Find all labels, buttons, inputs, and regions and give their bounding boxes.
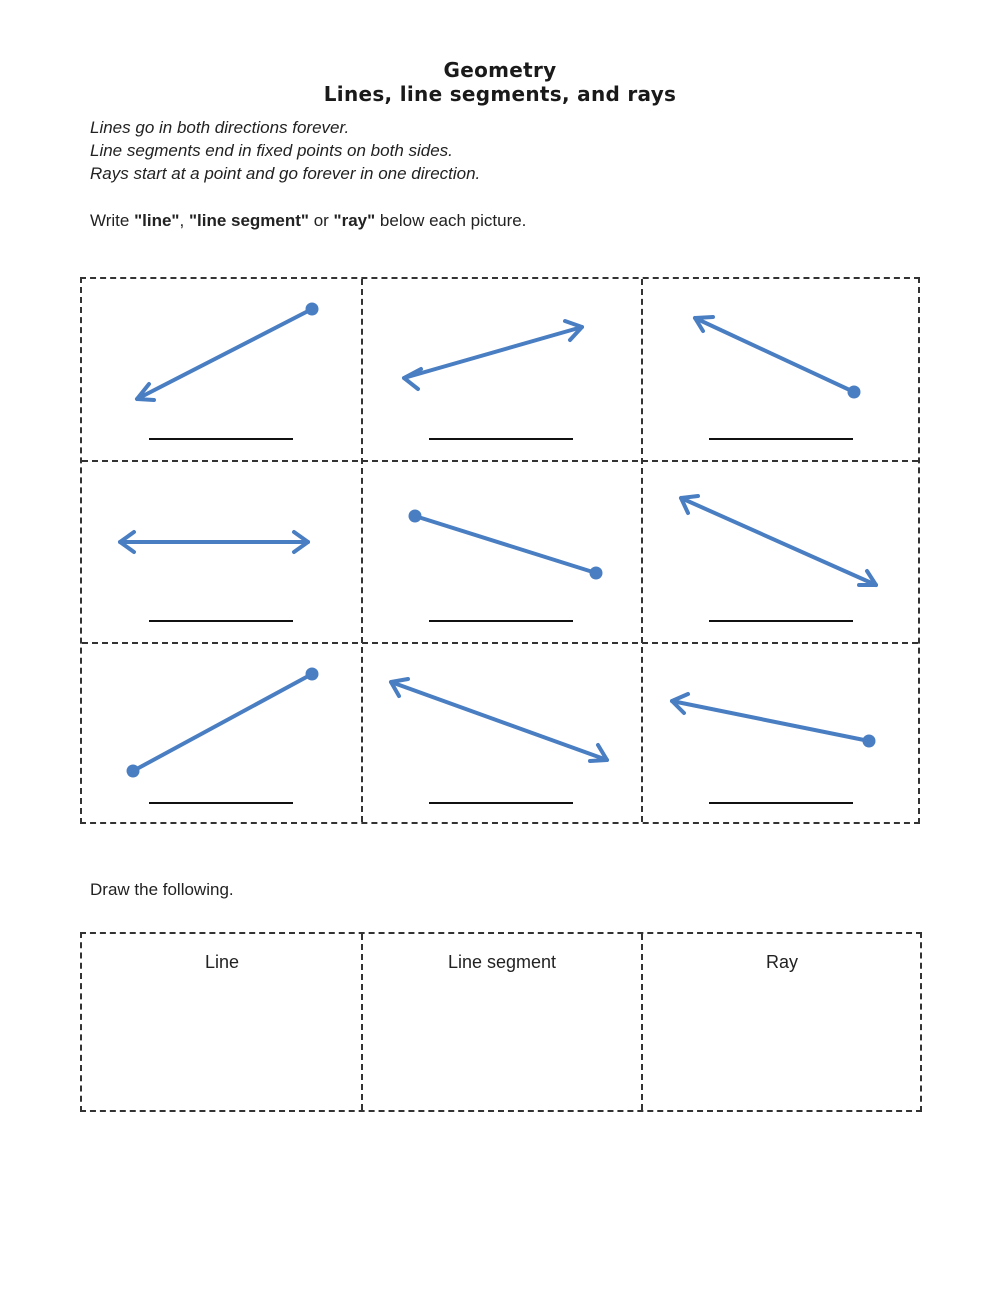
figure-shaft	[404, 327, 582, 378]
answer-blank[interactable]	[429, 438, 573, 440]
figure-cell-2	[362, 279, 642, 461]
worksheet-title: Geometry	[443, 58, 557, 82]
figure-ray-1	[82, 279, 362, 461]
instruction-term-line: "line"	[134, 211, 180, 230]
figure-shaft	[391, 682, 607, 760]
answer-blank[interactable]	[709, 802, 853, 804]
endpoint-dot	[863, 735, 876, 748]
answer-blank[interactable]	[429, 620, 573, 622]
figure-cell-3	[642, 279, 922, 461]
endpoint-dot	[590, 567, 603, 580]
figure-line-8	[362, 643, 642, 825]
answer-blank[interactable]	[149, 802, 293, 804]
figure-shaft	[672, 701, 869, 741]
intro-line-segments: Line segments end in fixed points on both sides.	[90, 141, 453, 160]
figure-shaft	[695, 318, 854, 392]
figure-cell-7	[82, 643, 362, 825]
draw-instruction: Draw the following.	[90, 880, 234, 899]
figure-cell-9	[642, 643, 922, 825]
write-instruction	[90, 211, 526, 231]
figure-line-4	[82, 461, 362, 643]
draw-box-line[interactable]	[82, 934, 362, 1110]
figure-shaft	[415, 516, 596, 573]
endpoint-dot	[306, 303, 319, 316]
answer-blank[interactable]	[149, 438, 293, 440]
instruction-text: ,	[179, 211, 189, 230]
draw-box-line-segment[interactable]	[362, 934, 642, 1110]
worksheet-subtitle: Lines, line segments, and rays	[323, 82, 677, 106]
figure-shaft	[133, 674, 312, 771]
identify-grid	[80, 277, 920, 824]
figure-ray-3	[642, 279, 922, 461]
draw-label-line: Line	[204, 952, 240, 972]
answer-blank[interactable]	[709, 620, 853, 622]
instruction-text: below each picture.	[375, 211, 527, 230]
draw-table	[80, 932, 922, 1112]
arrowhead-icon	[404, 369, 421, 389]
figure-cell-1	[82, 279, 362, 461]
draw-label-ray: Ray	[765, 952, 798, 972]
figure-segment-7	[82, 643, 362, 825]
endpoint-dot	[848, 386, 861, 399]
figure-cell-4	[82, 461, 362, 643]
draw-label-line-segment: Line segment	[447, 952, 557, 972]
endpoint-dot	[127, 765, 140, 778]
figure-segment-5	[362, 461, 642, 643]
draw-box-ray[interactable]	[642, 934, 922, 1110]
answer-blank[interactable]	[149, 620, 293, 622]
figure-shaft	[137, 309, 312, 399]
answer-blank[interactable]	[709, 438, 853, 440]
endpoint-dot	[409, 510, 422, 523]
instruction-term-ray: "ray"	[333, 211, 376, 230]
intro-lines: Lines go in both directions forever.	[90, 118, 350, 137]
instruction-term-segment: "line segment"	[188, 211, 309, 230]
instruction-text: Write	[90, 211, 135, 230]
figure-ray-9	[642, 643, 922, 825]
endpoint-dot	[306, 668, 319, 681]
figure-cell-6	[642, 461, 922, 643]
figure-shaft	[681, 498, 876, 585]
intro-rays: Rays start at a point and go forever in one direction.	[90, 164, 481, 183]
figure-line-2	[362, 279, 642, 461]
figure-cell-5	[362, 461, 642, 643]
instruction-text: or	[308, 211, 334, 230]
figure-cell-8	[362, 643, 642, 825]
figure-line-6	[642, 461, 922, 643]
answer-blank[interactable]	[429, 802, 573, 804]
